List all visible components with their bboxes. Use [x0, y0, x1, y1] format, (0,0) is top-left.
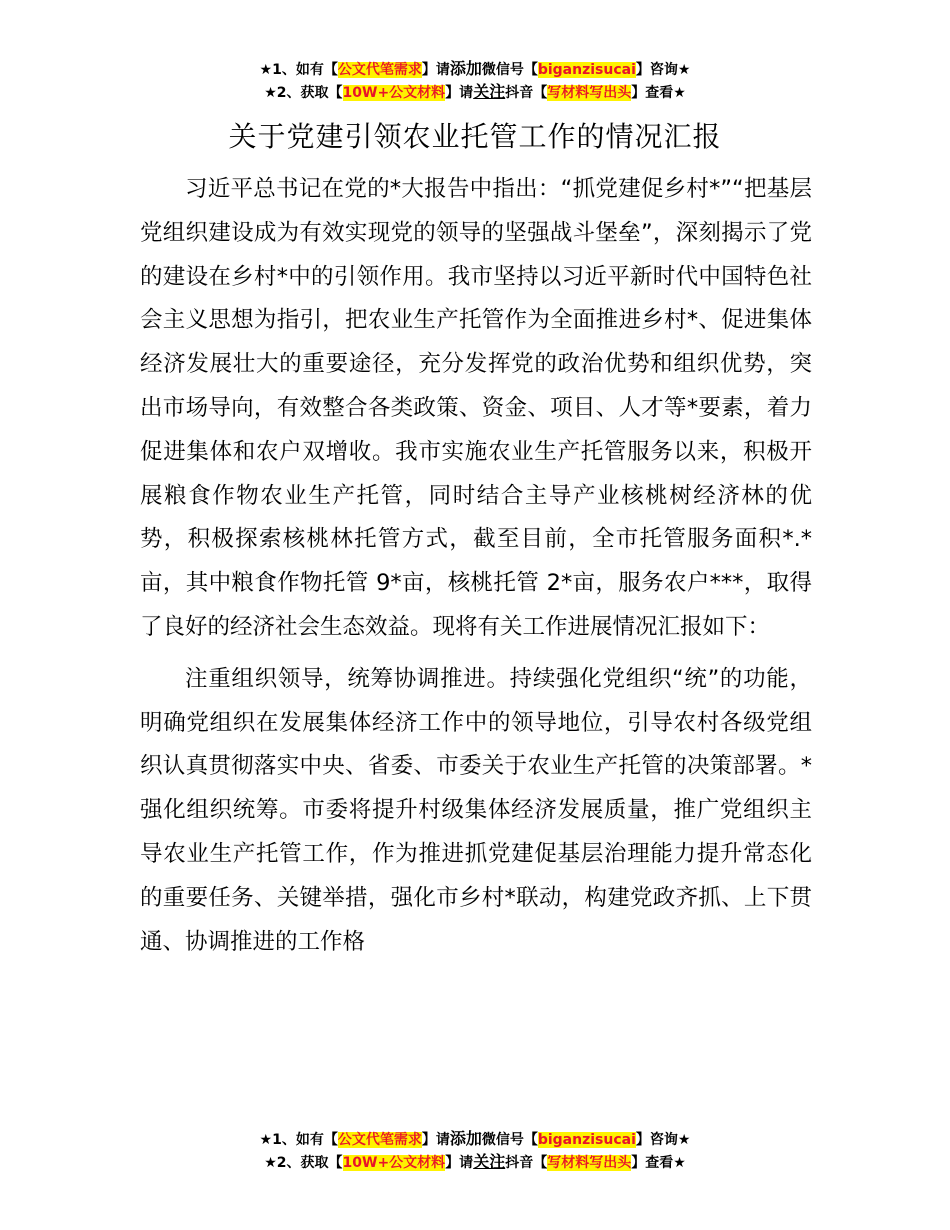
promo-highlight: 公文代笔需求 [337, 62, 422, 78]
promo-text: 】咨询★ [635, 1132, 691, 1148]
promo-highlight: 10W+公文材料 [342, 85, 446, 101]
promo-emphasis: 关注 [473, 82, 506, 101]
promo-emphasis: 添加 [449, 1129, 482, 1148]
promo-text: 】查看★ [631, 1155, 686, 1171]
promo-text: ★2、获取【 [264, 1155, 343, 1171]
promo-highlight: 写材料写出头 [547, 85, 632, 101]
promo-highlight: 写材料写出头 [547, 1155, 632, 1171]
promo-highlight: 10W+公文材料 [342, 1155, 446, 1171]
promo-text: 】请 [445, 85, 474, 101]
document-title: 关于党建引领农业托管工作的情况汇报 [228, 120, 722, 153]
promo-emphasis: 关注 [473, 1152, 506, 1171]
top-promo-banner [0, 58, 950, 104]
body-paragraph-1: 习近平总书记在党的*大报告中指出：“抓党建促乡村*”“把基层党组织建设成为有效实现党的领导的坚强战斗堡垒”，深刻揭示了党的建设在乡村*中的引领作用。我市坚持以习近平新时代中国特色社会主义思想为指引，把农业生产托管作为全面推进乡村*、促进集体经济发展壮大的重要途径，充分发挥党的政治优势和组织优势，突出市场导向，有效整合各类政策、资金、项目、人才等*要素，着力促进集体和农户双增收。我市实施农业生产托管服务以来，积极开展粮食作物农业生产托管，同时结合主导产业核桃树经济林的优势，积极探索核桃林托管方式，截至目前，全市托管服务面积*.*亩，其中粮食作物托管 9*亩，核桃托管 2*亩，服务农户***，取得了良好的经济社会生态效益。现将有关工作进展情况汇报如下： [140, 176, 812, 640]
promo-text: 抖音【 [505, 1155, 548, 1171]
document-body [140, 168, 812, 964]
promo-text: 抖音【 [505, 85, 548, 101]
promo-line-2 [0, 1151, 950, 1174]
bottom-promo-banner [0, 1128, 950, 1174]
promo-text: ★1、如有【 [259, 1132, 338, 1148]
promo-text: 】请 [445, 1155, 474, 1171]
promo-text: 】请 [421, 1132, 450, 1148]
promo-text: ★1、如有【 [259, 62, 338, 78]
promo-emphasis: 添加 [449, 59, 482, 78]
promo-text: 】查看★ [631, 85, 686, 101]
promo-text: 】请 [421, 62, 450, 78]
promo-line-1 [0, 1128, 950, 1151]
promo-line-2 [0, 81, 950, 104]
promo-highlight: biganzisucai [537, 1132, 636, 1148]
promo-text: 微信号【 [481, 1132, 538, 1148]
promo-line-1 [0, 58, 950, 81]
body-paragraph-2: 注重组织领导，统筹协调推进。持续强化党组织“统”的功能，明确党组织在发展集体经济工作中的领导地位，引导农村各级党组织认真贯彻落实中央、省委、市委关于农业生产托管的决策部署。*强化组织统筹。市委将提升村级集体经济发展质量，推广党组织主导农业生产托管工作，作为推进抓党建促基层治理能力提升常态化的重要任务、关键举措，强化市乡村*联动，构建党政齐抓、上下贯通、协调推进的工作格 [140, 665, 812, 955]
promo-text: 】咨询★ [635, 62, 691, 78]
promo-text: 微信号【 [481, 62, 538, 78]
promo-highlight: 公文代笔需求 [337, 1132, 422, 1148]
promo-highlight: biganzisucai [537, 62, 636, 78]
promo-text: ★2、获取【 [264, 85, 343, 101]
